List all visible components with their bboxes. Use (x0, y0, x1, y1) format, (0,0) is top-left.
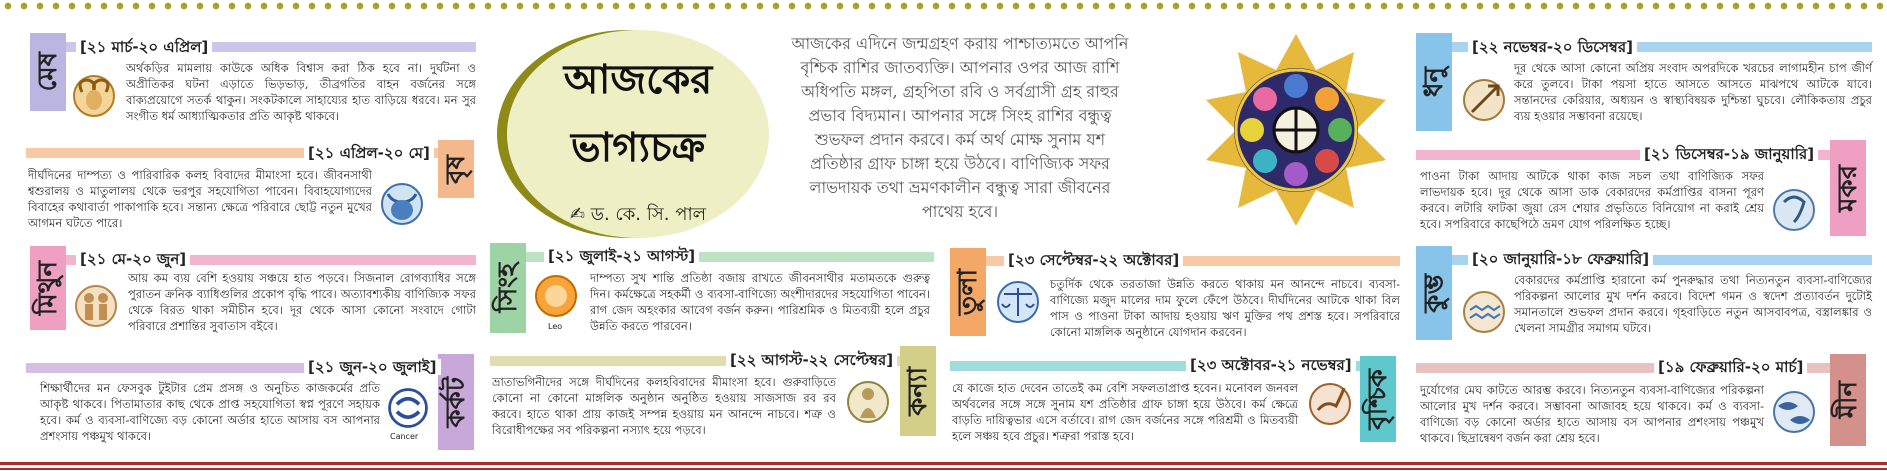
horoscope-text-aries: অর্থকড়ির মামলায় কাউকে অধিক বিশ্বাস করা ঠিক হবে না। দুর্ঘটনা ও অপ্রীতিকর ঘটনা এড়াতে ভিড়ভাড়, তীব্রগতির বাহন বর্জনের সঙ্গে বাক্যপ্রয়োগে সতর্ক থাকুন। সংকটকালে সাহায্যের হাত বাড়িয়ে ধরবে। মন সুর সংগীত ধর্ম আধ্যাত্মিকতার প্রতি আকৃষ্ট থাকবে। (126, 61, 476, 123)
gemini-twins-icon (70, 278, 122, 330)
leo-icon-caption: Leo (548, 322, 563, 331)
sagittarius-archer-icon (1458, 72, 1510, 124)
cancer-crab-icon (384, 384, 432, 432)
horoscope-text-libra: চতুর্দিক থেকে তরতাজা উন্নতি করতে থাকায় মন আনন্দে নাচবে। ব্যবসা-বাণিজ্যে মজুদ মালের দাম ফুলে ফেঁপে উঠবে। দীর্ঘদিনের আটকে থাকা বিল পাস ও পাওনা টাকা আদায় হওয়ায় ঋণ মুক্তির পথ প্রশস্ত হবে। সপরিবারে কোনো মাঙ্গলিক অনুষ্ঠানে যোগদান করবেন। (1050, 277, 1400, 339)
date-range-pisces: [১৯ ফেব্রুয়ারি-২০ মার্চ] (1654, 359, 1807, 375)
aquarius-water-bearer-icon (1458, 284, 1510, 336)
horoscope-text-aquarius: বেকারদের কর্মপ্রাপ্তি হারানো কর্ম পুনরুদ্ধার তথা নিত্যনতুন ব্যবসা-বাণিজ্যের পরিকল্পনা আলোর মুখ দর্শন করবে। বিদেশ গমন ও স্বদেশ প্রত্যাবর্তন দুটোই সমানতালে শুভফল প্রদান করবে। গৃহবাড়িতে নতুন আসবাবপত্র, বস্ত্রালঙ্কার ও খেলনা সামগ্রীর সমাগম ঘটবে। (1514, 273, 1872, 335)
sign-tab-pisces: মীন (1830, 354, 1866, 446)
date-range-virgo: [২২ আগস্ট-২২ সেপ্টেম্বর] (726, 352, 897, 368)
date-range-sagittarius: [২২ নভেম্বর-২০ ডিসেম্বর] (1468, 39, 1637, 55)
taurus-bull-icon (376, 176, 428, 228)
horoscope-text-sagittarius: দূর থেকে আসা কোনো অপ্রিয় সংবাদ অপরদিকে খরচের লাগামহীন চাপ জীর্ণ করে তুলবে। টাকা পয়সা হাতে আসতে আসতে মাঝপথে আটকে যাবে। সন্তানদের কেরিয়ার, অধ্যয়ন ও স্বাস্থ্যবিষয়ক দুশ্চিন্তা ঘুচবে। লৌকিকতায় প্রচুর ব্যয় হওয়ার সম্ভাবনা রয়েছে। (1514, 61, 1872, 123)
sign-tab-taurus: বৃষ (438, 140, 474, 198)
date-range-leo: [২১ জুলাই-২১ আগস্ট] (544, 248, 699, 264)
sign-tab-cancer: কর্কট (438, 354, 474, 450)
sign-tab-scorpio: বৃশ্চিক (1360, 356, 1396, 442)
libra-scales-icon (992, 276, 1044, 328)
title-badge (507, 30, 769, 238)
bottom-rule (0, 462, 1887, 465)
date-range-libra: [২৩ সেপ্টেম্বর-২২ অক্টোবর] (1004, 252, 1183, 268)
sign-tab-capricorn: মকর (1830, 140, 1866, 236)
sign-tab-aries: মেষ (30, 33, 66, 111)
date-range-aries: [২১ মার্চ-২০ এপ্রিল] (76, 39, 212, 55)
date-range-gemini: [২১ মে-২০ জুন] (76, 251, 190, 267)
date-range-scorpio: [২৩ অক্টোবর-২১ নভেম্বর] (1186, 357, 1356, 373)
horoscope-text-leo: দাম্পত্য সুখ শান্তি প্রতিষ্ঠা বজায় রাখতে জীবনসাথীর মতামতকে গুরুত্ব দিন। কর্মক্ষেত্রে সহকর্মী ও ব্যবসা-বাণিজ্যে অংশীদারদের সহযোগিতা পাবেন। রাগ জেদ অহংকার আবেগ বর্জন করুন। পারিশ্রমিক ও মিতব্যয়ী হলে প্রচুর উন্নতি করতে পারবেন। (590, 271, 930, 333)
date-range-capricorn: [২১ ডিসেম্বর-১৯ জানুয়ারি] (1640, 146, 1818, 162)
sign-tab-leo: সিংহ (490, 243, 526, 333)
pisces-fish-icon (1768, 384, 1820, 436)
scorpio-scorpion-icon (1304, 376, 1356, 428)
sign-tab-aquarius: কুম্ভ (1416, 246, 1452, 340)
leo-lion-icon (530, 270, 582, 322)
virgo-maiden-icon (842, 374, 894, 426)
date-range-taurus: [২১ এপ্রিল-২০ মে] (304, 145, 434, 161)
author-name: ড. কে. সি. পাল (590, 204, 707, 225)
author-byline (507, 200, 769, 231)
horoscope-text-taurus: দীর্ঘদিনের দাম্পত্য ও পারিবারিক কলহ বিবাদের মীমাংসা হবে। জীবনসাথী শ্বশুরালয় ও মাতুলালয় থেকে ভরপুর সহযোগিতা পাবেন। বিবাহযোগ্যদের বিবাহের কথাবার্তা পাকাপাকি হবে। সন্তান্য ক্ষেত্রে পরিবারে ছোট্ট নতুন মুখের আগমন ঘটতে পারে। (28, 168, 372, 230)
bottom-rule-secondary (0, 468, 1887, 470)
horoscope-text-pisces: দুর্যোগের মেঘ কাটতে আরম্ভ করবে। নিত্যনতুন ব্যবসা-বাণিজ্যের পরিকল্পনা আলোর মুখ দর্শন করবে। সম্ভাবনা আজাবহ হয়ে থাকবে। কর্ম ও ব্যবসা-বাণিজ্যে বড় কোনো অর্ডার হাতে আসায় বস আপনার প্রশংসায় পঞ্চমুখ থাকবে। ছিদ্রান্বেষণ বর্জন করা শ্রেয় হবে। (1420, 383, 1764, 445)
horoscope-text-capricorn: পাওনা টাকা আদায় আটকে থাকা কাজ সচল তথা বাণিজ্যিক সফর লাভদায়ক হবে। দূর থেকে আসা ডাক বেকারদের কর্মপ্রাপ্তির বাসনা পূরণ করবে। লটারি ফাটকা জুয়া রেস শেয়ার প্রভৃতিতে বিনিয়োগ না করাই শ্রেয় হবে। সপরিবারে কাছেপিঠে ভ্রমণ যোগ পরিলক্ষিত হচ্ছে। (1420, 169, 1764, 231)
sign-tab-sagittarius: ধনু (1416, 33, 1452, 131)
cancer-icon-caption: Cancer (390, 432, 419, 441)
title-line-1: আজকের (563, 57, 713, 103)
date-range-cancer: [২১ জুন-২০ জুলাই] (304, 359, 441, 375)
horoscope-text-cancer: শিক্ষার্থীদের মন ফেসবুক টুইটার প্রেম প্রসঙ্গ ও অনুচিত কাজকর্মের প্রতি আকৃষ্ট থাকবে। পিতামাতার কাছ থেকে প্রাপ্ত সহযোগিতা স্বপ্ন পূরণে সহায়ক হবে। কর্ম ও ব্যবসা-বাণিজ্যে বড় কোনো অর্ডার হাতে আসায় বস আপনার প্রশংসায় পঞ্চমুখ থাকবে। (40, 381, 380, 443)
horoscope-text-scorpio: যে কাজে হাত দেবেন তাতেই কম বেশি সফলতাপ্রাপ্ত হবেন। মনোবল জনবল অর্থবলের সঙ্গে সঙ্গে সুনাম যশ প্রতিষ্ঠার গ্রাফ চাঙ্গা হয়ে উঠবে। কর্ম ক্ষেত্রে বাড়তি দায়িত্বভার এসে বর্তাবে। রাগ জেদ বর্জনের সঙ্গে পরিশ্রমী ও মিতব্যয়ী হলে সঞ্চয় হবে প্রচুর। শত্রুরা পরাস্ত হবে। (952, 381, 1298, 443)
sign-tab-virgo: কন্যা (900, 346, 936, 436)
sign-tab-gemini: মিথুন (30, 246, 66, 330)
pen-icon: ✍ (569, 204, 591, 225)
sign-tab-libra: তুলা (950, 248, 986, 336)
horoscope-text-gemini: আয় কম ব্যয় বেশি হওয়ায় সঞ্চয়ে হাত পড়বে। সিজনাল রোগব্যাধির সঙ্গে পুরাতন ক্রনিক ব্যাধিগুলির প্রকোপ বৃদ্ধি পাবে। অত্যাবশ্যকীয় বাণিজ্যিক সফর থেকে বিরত থাকা সমীচীন হবে। দূর থেকে আসা কোনো সংবাদে গোটা পরিবারে প্রশান্তির সুবাতাস বইবে। (128, 271, 476, 333)
horoscope-text-virgo: ভ্রাতাভগিনীদের সঙ্গে দীর্ঘদিনের কলহবিবাদের মীমাংসা হবে। গুরুবাড়িতে কোনো না কোনো মাঙ্গলিক অনুষ্ঠান অনুষ্ঠিত হওয়ায় সাজসাজ রব রব করবে। হাতে থাকা প্রায় কাজই সম্পন্ন হওয়ায় মন আনন্দে নাচবে। শত্রু ও বিরোধীপক্ষের সব পরিকল্পনা নস্যাৎ হয়ে পড়বে। (492, 375, 836, 437)
title-line-2: ভাগ্যচক্র (570, 125, 706, 171)
zodiac-wheel-icon (1198, 32, 1394, 228)
birthday-intro-text: আজকের এদিনে জন্মগ্রহণ করায় পাশ্চাত্যমতে আপনি বৃশ্চিক রাশির জাতব্যক্তি। আপনার ওপর আজ রাশি অধিপতি মঙ্গল, গ্রহপিতা রবি ও সর্বগ্রাসী গ্রহ রাহুর প্রভাব বিদ্যমান। আপনার সঙ্গে সিংহ রাশির বন্ধুত্ব শুভফল প্রদান করবে। কর্ম অর্থ মোক্ষ সুনাম যশ প্রতিষ্ঠার গ্রাফ চাঙ্গা হয়ে উঠবে। বাণিজ্যিক সফর লাভদায়ক তথা ভ্রমণকালীন বন্ধুত্ব সারা জীবনের পাথেয় হবে। (791, 34, 1129, 221)
capricorn-goat-icon (1768, 182, 1820, 234)
aries-ram-icon (68, 68, 120, 120)
top-dot-border (0, 0, 1887, 12)
date-range-aquarius: [২০ জানুয়ারি-১৮ ফেব্রুয়ারি] (1468, 251, 1653, 267)
